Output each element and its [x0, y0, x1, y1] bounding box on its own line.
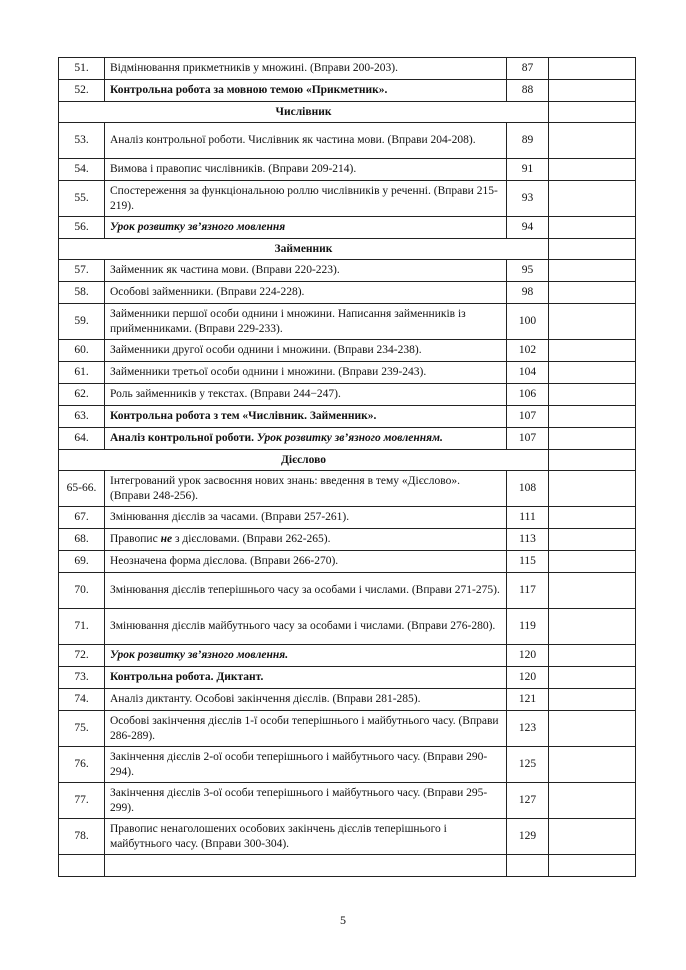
- lesson-number: 63.: [59, 406, 105, 428]
- lesson-number: 52.: [59, 80, 105, 102]
- lesson-topic-text: Інтегрований урок засвоєння нових знань: введення в тему «Дієслово». (Вправи 248-256).: [110, 474, 460, 502]
- lesson-number: 77.: [59, 783, 105, 819]
- lesson-page: 125: [507, 747, 549, 783]
- notes-cell: [549, 471, 636, 507]
- lesson-topic-text: Урок розвитку зв’язного мовлення: [110, 221, 286, 234]
- lesson-row: [59, 260, 636, 282]
- lesson-row: [59, 282, 636, 304]
- lesson-number: 72.: [59, 645, 105, 667]
- lesson-topic-text: Відмінювання прикметників у множині. (Вправи 200-203).: [110, 62, 398, 75]
- notes-cell: [549, 282, 636, 304]
- lesson-topic-text: Займенники другої особи однини і множини. (Вправи 234-238).: [110, 344, 422, 357]
- lesson-row: [59, 304, 636, 340]
- lesson-topic: [105, 645, 507, 667]
- lesson-page: 115: [507, 551, 549, 573]
- lesson-topic: [105, 573, 507, 609]
- lesson-page: 120: [507, 667, 549, 689]
- lesson-number: 56.: [59, 217, 105, 239]
- notes-cell: [549, 181, 636, 217]
- lesson-topic: [105, 551, 507, 573]
- lesson-page: 91: [507, 159, 549, 181]
- lesson-row: [59, 551, 636, 573]
- lesson-topic: [105, 529, 507, 551]
- lesson-row: [59, 529, 636, 551]
- notes-cell: [549, 159, 636, 181]
- lesson-topic: [105, 406, 507, 428]
- lesson-number: 75.: [59, 711, 105, 747]
- lesson-topic: [105, 181, 507, 217]
- lesson-page: [507, 855, 549, 877]
- notes-cell: [549, 428, 636, 450]
- lesson-topic-text: Особові закінчення дієслів 1-ї особи теперішнього і майбутнього часу. (Вправи 286-289).: [110, 714, 499, 742]
- lesson-number: 60.: [59, 340, 105, 362]
- lesson-topic-text: Роль займенників у текстах. (Вправи 244−247).: [110, 388, 341, 401]
- notes-cell: [549, 450, 636, 471]
- lesson-page: 120: [507, 645, 549, 667]
- notes-cell: [549, 362, 636, 384]
- lesson-number: [59, 855, 105, 877]
- lesson-topic-text: Правопис: [110, 533, 161, 546]
- lesson-topic: [105, 507, 507, 529]
- lesson-topic-text: Займенник як частина мови. (Вправи 220-223).: [110, 264, 340, 277]
- notes-cell: [549, 645, 636, 667]
- notes-cell: [549, 340, 636, 362]
- lesson-plan-table: [58, 57, 636, 877]
- notes-cell: [549, 819, 636, 855]
- lesson-page: 95: [507, 260, 549, 282]
- section-title: Дієслово: [59, 450, 549, 471]
- lesson-row: [59, 159, 636, 181]
- lesson-topic-text: Аналіз контрольної роботи. Числівник як частина мови. (Вправи 204-208).: [110, 134, 476, 147]
- lesson-page: 117: [507, 573, 549, 609]
- lesson-row: [59, 58, 636, 80]
- lesson-page: 100: [507, 304, 549, 340]
- lesson-number: 73.: [59, 667, 105, 689]
- lesson-row: [59, 507, 636, 529]
- lesson-topic: [105, 304, 507, 340]
- lesson-page: 89: [507, 123, 549, 159]
- notes-cell: [549, 689, 636, 711]
- lesson-topic: [105, 819, 507, 855]
- lesson-topic-text: Займенники першої особи однини і множини. Написання займенників із прийменниками. (Вправи 229-233).: [110, 307, 466, 335]
- lesson-page: 113: [507, 529, 549, 551]
- lesson-topic: [105, 80, 507, 102]
- lesson-topic-text: Спостереження за функціональною роллю числівників у реченні. (Вправи 215-219).: [110, 184, 498, 212]
- lesson-topic: [105, 667, 507, 689]
- lesson-number: 61.: [59, 362, 105, 384]
- lesson-topic: [105, 747, 507, 783]
- lesson-row: [59, 471, 636, 507]
- lesson-number: 54.: [59, 159, 105, 181]
- lesson-topic-text: Аналіз диктанту. Особові закінчення дієслів. (Вправи 281-285).: [110, 693, 421, 706]
- notes-cell: [549, 667, 636, 689]
- notes-cell: [549, 711, 636, 747]
- lesson-row: [59, 428, 636, 450]
- lesson-number: 62.: [59, 384, 105, 406]
- lesson-topic: [105, 159, 507, 181]
- lesson-page: 111: [507, 507, 549, 529]
- notes-cell: [549, 747, 636, 783]
- lesson-topic: [105, 855, 507, 877]
- lesson-page: 123: [507, 711, 549, 747]
- lesson-topic-text: з дієсловами. (Вправи 262-265).: [172, 533, 331, 546]
- lesson-topic: [105, 384, 507, 406]
- lesson-row: [59, 645, 636, 667]
- section-header-row: [59, 102, 636, 123]
- lesson-topic-text: Урок розвитку зв’язного мовленням.: [256, 432, 443, 445]
- lesson-topic-text: Контрольна робота за мовною темою «Прикметник».: [110, 84, 388, 97]
- lesson-number: 58.: [59, 282, 105, 304]
- lesson-number: 55.: [59, 181, 105, 217]
- lesson-topic: [105, 362, 507, 384]
- lesson-page: 119: [507, 609, 549, 645]
- lesson-topic-text: Змінювання дієслів майбутнього часу за особами і числами. (Вправи 276-280).: [110, 620, 496, 633]
- section-header-row: [59, 239, 636, 260]
- lesson-number: 65-66.: [59, 471, 105, 507]
- lesson-number: 74.: [59, 689, 105, 711]
- notes-cell: [549, 507, 636, 529]
- lesson-number: 78.: [59, 819, 105, 855]
- lesson-topic-text: Змінювання дієслів теперішнього часу за особами і числами. (Вправи 271-275).: [110, 584, 500, 597]
- section-header-row: [59, 450, 636, 471]
- lesson-number: 70.: [59, 573, 105, 609]
- lesson-row: [59, 80, 636, 102]
- lesson-topic-text: Неозначена форма дієслова. (Вправи 266-270).: [110, 555, 339, 568]
- notes-cell: [549, 384, 636, 406]
- notes-cell: [549, 529, 636, 551]
- notes-cell: [549, 80, 636, 102]
- lesson-page: 94: [507, 217, 549, 239]
- lesson-topic-text: Особові займенники. (Вправи 224-228).: [110, 286, 305, 299]
- lesson-number: 68.: [59, 529, 105, 551]
- lesson-row: [59, 217, 636, 239]
- lesson-row: [59, 384, 636, 406]
- lesson-number: 57.: [59, 260, 105, 282]
- lesson-row: [59, 340, 636, 362]
- lesson-topic: [105, 428, 507, 450]
- lesson-topic-text: Займенники третьої особи однини і множини. (Вправи 239-243).: [110, 366, 427, 379]
- lesson-topic-text: не: [160, 533, 173, 546]
- lesson-row: [59, 181, 636, 217]
- lesson-topic: [105, 58, 507, 80]
- lesson-topic: [105, 123, 507, 159]
- lesson-row: [59, 711, 636, 747]
- lesson-row: [59, 855, 636, 877]
- lesson-topic: [105, 340, 507, 362]
- lesson-plan-body: [59, 58, 636, 877]
- lesson-row: [59, 609, 636, 645]
- lesson-page: 127: [507, 783, 549, 819]
- lesson-topic: [105, 711, 507, 747]
- lesson-topic-text: Закінчення дієслів 2-ої особи теперішнього і майбутнього часу. (Вправи 290-294).: [110, 750, 488, 778]
- lesson-row: [59, 573, 636, 609]
- lesson-topic: [105, 260, 507, 282]
- lesson-page: 98: [507, 282, 549, 304]
- section-title: Числівник: [59, 102, 549, 123]
- lesson-page: 102: [507, 340, 549, 362]
- lesson-number: 59.: [59, 304, 105, 340]
- notes-cell: [549, 406, 636, 428]
- notes-cell: [549, 573, 636, 609]
- lesson-page: 104: [507, 362, 549, 384]
- lesson-topic-text: Змінювання дієслів за часами. (Вправи 257-261).: [110, 511, 350, 524]
- lesson-page: 106: [507, 384, 549, 406]
- notes-cell: [549, 217, 636, 239]
- lesson-row: [59, 362, 636, 384]
- lesson-page: 121: [507, 689, 549, 711]
- lesson-page: 87: [507, 58, 549, 80]
- page-number: 5: [340, 913, 346, 927]
- notes-cell: [549, 123, 636, 159]
- lesson-topic: [105, 609, 507, 645]
- lesson-page: 88: [507, 80, 549, 102]
- lesson-page: 107: [507, 406, 549, 428]
- section-title: Займенник: [59, 239, 549, 260]
- notes-cell: [549, 260, 636, 282]
- lesson-row: [59, 819, 636, 855]
- lesson-topic-text: Вимова і правопис числівників. (Вправи 209-214).: [110, 163, 357, 176]
- lesson-number: 69.: [59, 551, 105, 573]
- lesson-row: [59, 783, 636, 819]
- lesson-topic-text: Контрольна робота з тем «Числівник. Займенник».: [110, 410, 377, 423]
- lesson-row: [59, 689, 636, 711]
- notes-cell: [549, 239, 636, 260]
- lesson-topic: [105, 471, 507, 507]
- lesson-number: 53.: [59, 123, 105, 159]
- lesson-topic: [105, 217, 507, 239]
- notes-cell: [549, 783, 636, 819]
- notes-cell: [549, 551, 636, 573]
- lesson-page: 108: [507, 471, 549, 507]
- lesson-row: [59, 667, 636, 689]
- lesson-page: 107: [507, 428, 549, 450]
- notes-cell: [549, 855, 636, 877]
- lesson-topic: [105, 783, 507, 819]
- lesson-topic-text: Правопис ненаголошених особових закінчень дієслів теперішнього і майбутнього часу. (Вправи 300-304).: [110, 822, 447, 850]
- notes-cell: [549, 609, 636, 645]
- lesson-topic-text: Контрольна робота. Диктант.: [110, 671, 264, 684]
- lesson-topic-text: Закінчення дієслів 3-ої особи теперішнього і майбутнього часу. (Вправи 295-299).: [110, 786, 488, 814]
- lesson-topic: [105, 689, 507, 711]
- lesson-number: 51.: [59, 58, 105, 80]
- lesson-row: [59, 123, 636, 159]
- lesson-number: 71.: [59, 609, 105, 645]
- lesson-topic-text: Аналіз контрольної роботи.: [110, 432, 257, 445]
- lesson-row: [59, 747, 636, 783]
- lesson-row: [59, 406, 636, 428]
- lesson-number: 76.: [59, 747, 105, 783]
- notes-cell: [549, 304, 636, 340]
- notes-cell: [549, 102, 636, 123]
- lesson-page: 129: [507, 819, 549, 855]
- lesson-number: 64.: [59, 428, 105, 450]
- notes-cell: [549, 58, 636, 80]
- lesson-page: 93: [507, 181, 549, 217]
- lesson-number: 67.: [59, 507, 105, 529]
- lesson-topic: [105, 282, 507, 304]
- lesson-topic-text: Урок розвитку зв’язного мовлення.: [110, 649, 289, 662]
